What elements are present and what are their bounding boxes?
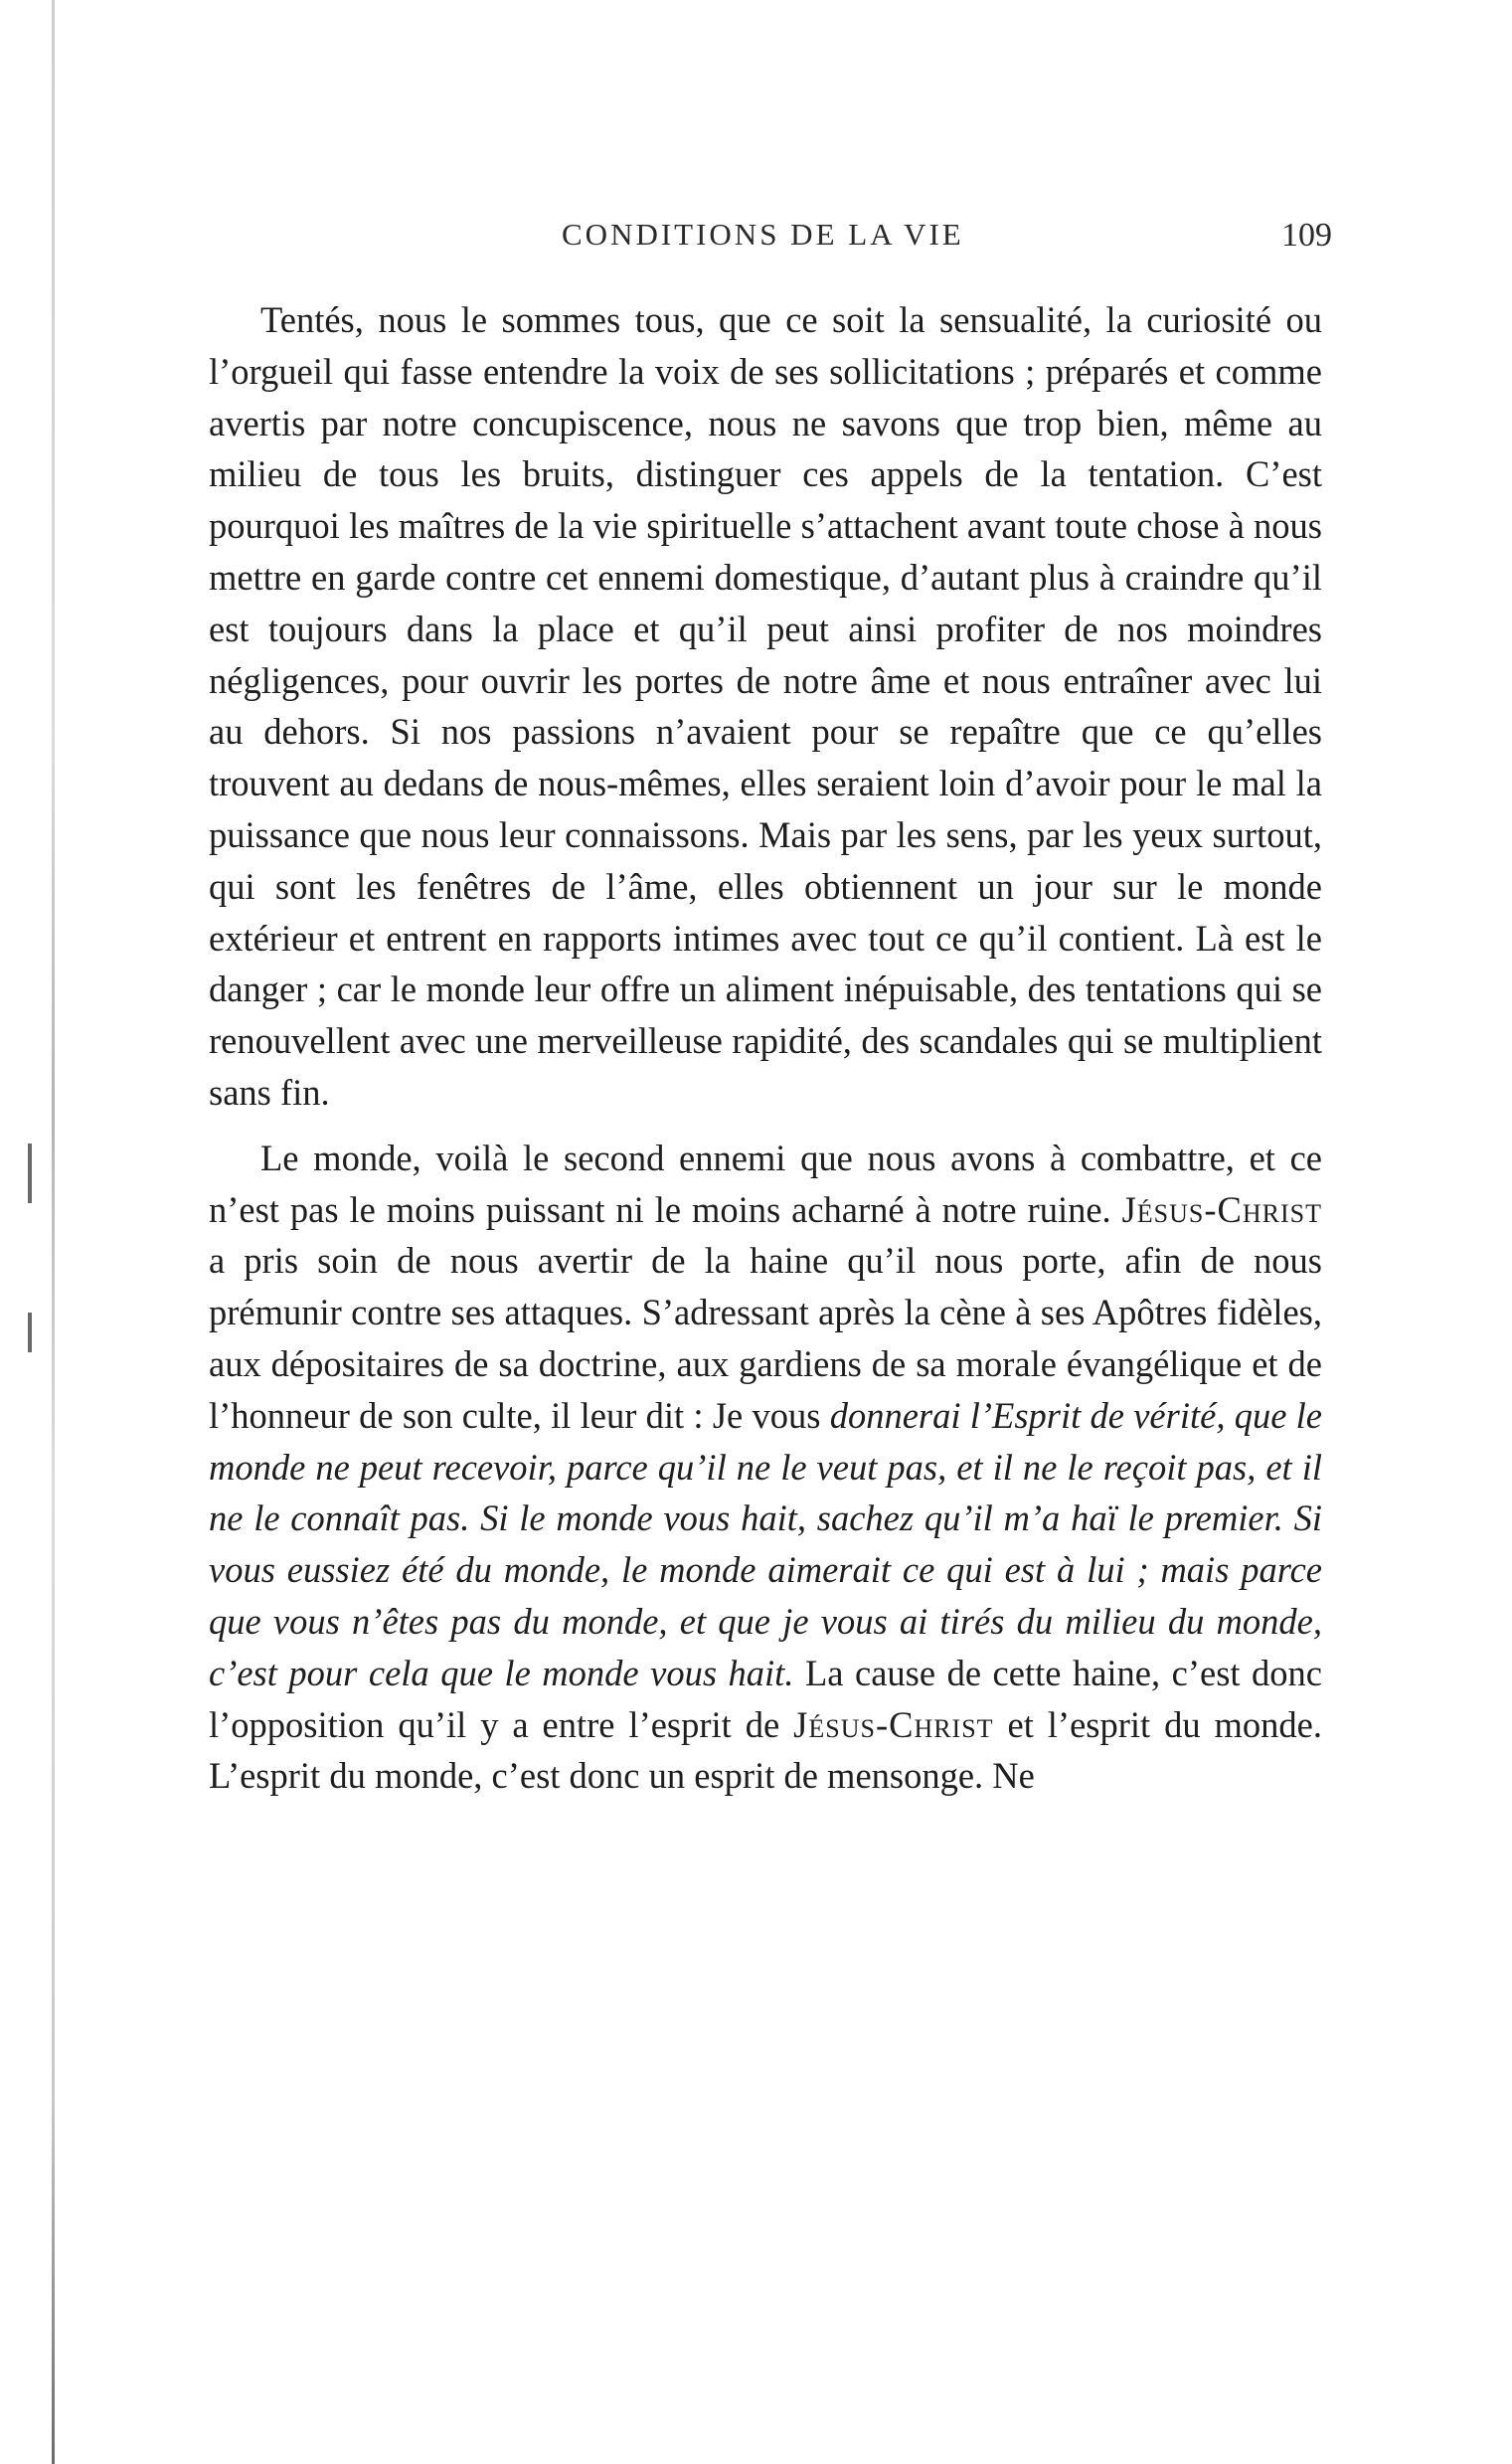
paragraph-2-intro: Le monde, voilà le second ennemi que nous avons à combattre, et ce n’est pas le moins puissant ni le moins acharné à notre ruine. xyxy=(209,1137,1322,1230)
running-title: CONDITIONS DE LA VIE xyxy=(562,217,964,252)
paragraph-1: Tentés, nous le sommes tous, que ce soit la sensualité, la curiosité ou l’orgueil qui fasse entendre la voix de ses sollicitations ; préparés et comme avertis par notre concupiscence, nous ne savons que trop bien, même au milieu de tous les bruits, distinguer ces appels de la tentation. C’est pourquoi les maîtres de la vie spirituelle s’attachent avant toute chose à nous mettre en garde contre cet ennemi domestique, d’autant plus à craindre qu’il est toujours dans la place et qu’il peut ainsi profiter de nos moindres négligences, pour ouvrir les portes de notre âme et nous entraîner avec lui au dehors. Si nos passions n’avaient pour se repaître que ce qu’elles trouvent au dedans de nous-mêmes, elles seraient loin d’avoir pour le mal la puissance que nous leur connaissons. Mais par les sens, par les yeux surtout, qui sont les fenêtres de l’âme, elles obtiennent un jour sur le monde extérieur et entrent en rapports intimes avec tout ce qu’il contient. Là est le danger ; car le monde leur offre un aliment inépuisable, des tentations qui se renouvellent avec une merveilleuse rapidité, des scandales qui se multiplient sans fin. xyxy=(209,299,1322,1113)
page-number: 109 xyxy=(1281,217,1332,254)
name-jesus-christ: Jésus-Christ xyxy=(1121,1188,1322,1230)
paragraph-2-after-quote: La cause de cette haine, c’est donc l’opposition qu’il y a entre l’esprit de xyxy=(209,1652,1323,1745)
gospel-quotation: donnerai l’Esprit de vérité, que le monde ne peut recevoir, parce qu’il ne le veut pas, et il ne le reçoit pas, et il ne le connaît pas. Si le monde vous hait, sachez qu’il m’a haï le premier. Si vous eussiez été du monde, le monde aimerait ce qui est à lui ; mais parce que vous n’êtes pas du monde, et que je vous ai tirés du milieu du monde, c’est pour cela que le monde vous hait. xyxy=(209,1394,1322,1693)
name-jesus-christ: Jésus-Christ xyxy=(793,1703,994,1745)
paragraph-2-middle: a pris soin de nous avertir de la haine qu’il nous porte, afin de nous prémunir contre ses attaques. S’adressant après la cène à ses Apôtres fidèles, aux dépositaires de sa doctrine, aux gardiens de sa morale évangélique et de l’honneur de son culte, il leur dit : Je vous xyxy=(209,1240,1322,1436)
scan-edge-mark xyxy=(28,1313,32,1352)
running-head xyxy=(209,217,1332,257)
scan-edge-line xyxy=(52,0,55,2464)
scan-edge-mark xyxy=(28,1144,32,1203)
body-text xyxy=(209,294,1322,1802)
paragraph-2-end: et l’esprit du monde. L’esprit du monde, c’est donc un esprit de mensonge. Ne xyxy=(209,1703,1323,1797)
paragraph-2 xyxy=(209,1133,1322,1802)
